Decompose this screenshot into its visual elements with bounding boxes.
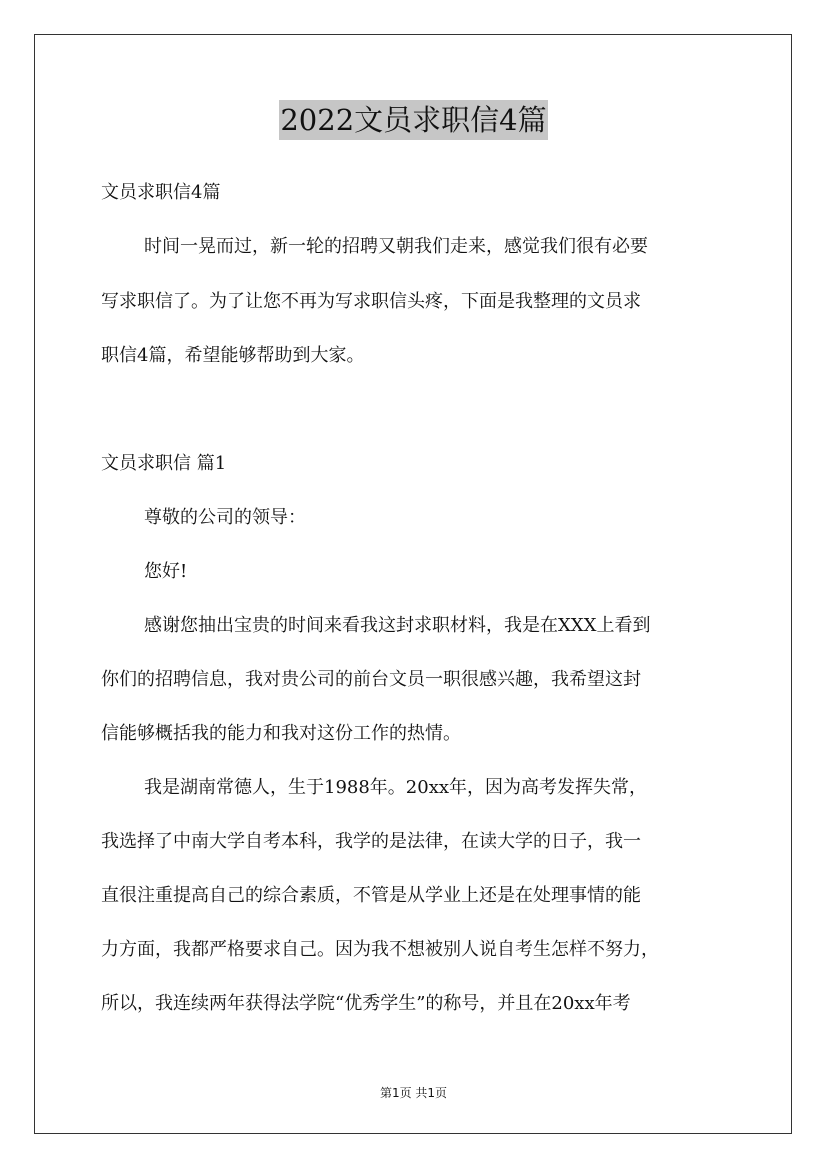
para1-line-2: 你们的招聘信息，我对贵公司的前台文员一职很感兴趣，我希望这封 xyxy=(101,669,641,690)
para2-line-4: 力方面，我都严格要求自己。因为我不想被别人说自考生怎样不努力， xyxy=(101,939,659,960)
para2-line-5: 所以，我连续两年获得法学院“优秀学生”的称号，并且在20xx年考 xyxy=(101,993,631,1014)
para2-line-3: 直很注重提高自己的综合素质，不管是从学业上还是在处理事情的能 xyxy=(101,885,641,906)
para2-line-1: 我是湖南常德人，生于1988年。20xx年，因为高考发挥失常， xyxy=(144,777,648,798)
intro-line-1: 时间一晃而过，新一轮的招聘又朝我们走来，感觉我们很有必要 xyxy=(144,236,648,257)
para1-line-3: 信能够概括我的能力和我对这份工作的热情。 xyxy=(101,723,461,744)
title-container xyxy=(0,100,827,140)
para2-line-2: 我选择了中南大学自考本科，我学的是法律，在读大学的日子，我一 xyxy=(101,831,641,852)
intro-line-2: 写求职信了。为了让您不再为写求职信头疼，下面是我整理的文员求 xyxy=(101,291,641,312)
document-subtitle: 文员求职信4篇 xyxy=(101,182,221,203)
page-footer: 第1页 共1页 xyxy=(379,1086,448,1100)
salutation: 尊敬的公司的领导： xyxy=(144,507,306,528)
intro-line-3: 职信4篇，希望能够帮助到大家。 xyxy=(101,345,365,366)
greeting: 您好! xyxy=(144,561,188,582)
para1-line-1: 感谢您抽出宝贵的时间来看我这封求职材料，我是在XXX上看到 xyxy=(144,615,651,636)
document-title: 2022文员求职信4篇 xyxy=(279,100,547,140)
section-heading: 文员求职信 篇1 xyxy=(101,453,227,474)
